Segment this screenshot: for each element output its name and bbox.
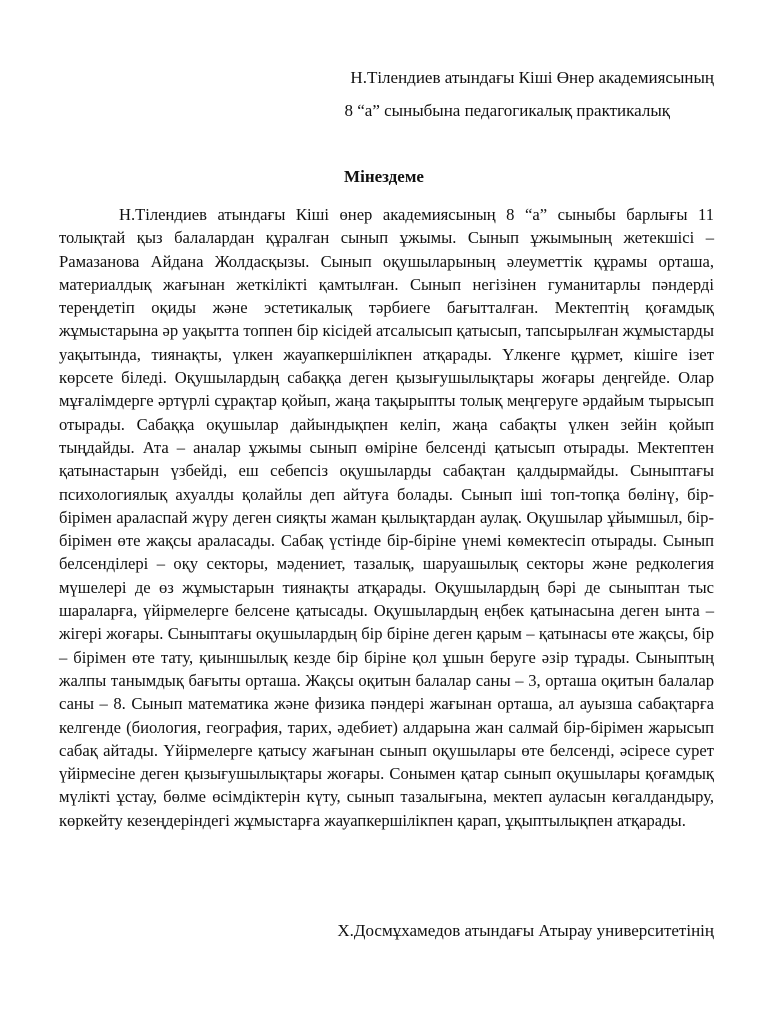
footer-line: Х.Досмұхамедов атындағы Атырау университетінің bbox=[337, 921, 714, 940]
body-paragraph: Н.Тілендиев атындағы Кіші өнер академиясының 8 “а” сыныбы барлығы 11 толықтай қыз балалардан құралған сынып ұжымы. Сынып ұжымының жетекшісі – Рамазанова Айдана Жолдасқызы. Сынып оқушыларының әлеуметтік құрамы орташа, материалдық жағынан жеткілікті қамтылған. Сынып негізінен гуманитарлы пәндерді тереңдетіп оқиды және эстетикалық тәрбиеге бағытталған. Мектептің қоғамдық жұмыстарына әр уақытта топпен бір кісідей атсалысып қатысып, тапсырылған жұмыстарды уақытында, тиянақты, үлкен жауапкершілікпен атқарады. Үлкенге құрмет, кішіге ізет көрсете біледі. Оқушылардың сабаққа деген қызығушылықтары жоғары деңгейде. Олар мұғалімдерге әртүрлі сұрақтар қойып, жаңа тақырыпты толық меңгеруге әрдайым тырысып отырады. Сабаққа оқушылар дайындықпен келіп, жаңа сабақты үлкен зейін қойып тыңдайды. Ата – аналар ұжымы сынып өміріне белсенді қатысып отырады. Мектептен қатынастарын үзбейді, еш себепсіз оқушыларды сабақтан қалдырмайды. Сыныптағы психологиялық ахуалды қолайлы деп айтуға болады. Сынып іші топ-топқа бөлінү, бір-бірімен араласпай жүру деген сияқты жаман қылықтардан аулақ. Оқушылар ұйымшыл, бір-бірімен өте жақсы араласады. Сабақ үстінде бір-біріне үнемі көмектесіп отырады. Сынып белсенділері – оқу секторы, мәдениет, тазалық, шаруашылық секторы және редколегия мүшелері де өз жұмыстарын тиянақты атқарады. Оқушылардың бәрі де сыныптан тыс шараларға, үйірмелерге белсене қатысады. Оқушылардың еңбек қатынасына деген ынта – жігері жоғары. Сыныптағы оқушылардың бір біріне деген қарым – қатынасы өте жақсы, бір – бірімен өте тату, қиыншылық кезде бір біріне қол ұшын беруге әзір тұрады. Сыныптың жалпы танымдық бағыты орташа. Жақсы оқитын балалар саны – 3, орташа оқитын балалар саны – 8. Сынып математика және физика пәндері жағынан орташа, ал ауызша сабақтарға келгенде (биология, география, тарих, әдебиет) алдарына жан салмай бір-бірімен жарысып сабақ айтады. Үйірмелерге қатысу жағынан сынып оқушылары өте белсенді, әсіресе сурет үйірмесіне деген қызығушылықтары жоғары. Сонымен қатар сынып оқушылары қоғамдық мүлікті ұстау, бөлме өсімдіктерін күту, сынып тазалығына, мектеп ауласын көгалдандыру, көркейту кезеңдеріндегі жұмыстарға жауапкершілікпен қарап, ұқыптылықпен атқарады. bbox=[59, 205, 714, 830]
header-line-1: Н.Тілендиев атындағы Кіші Өнер академиясының bbox=[350, 68, 714, 87]
header-line-2: 8 “а” сыныбына педагогикалық практикалық bbox=[344, 101, 670, 120]
document-title: Мінездеме bbox=[344, 167, 424, 186]
